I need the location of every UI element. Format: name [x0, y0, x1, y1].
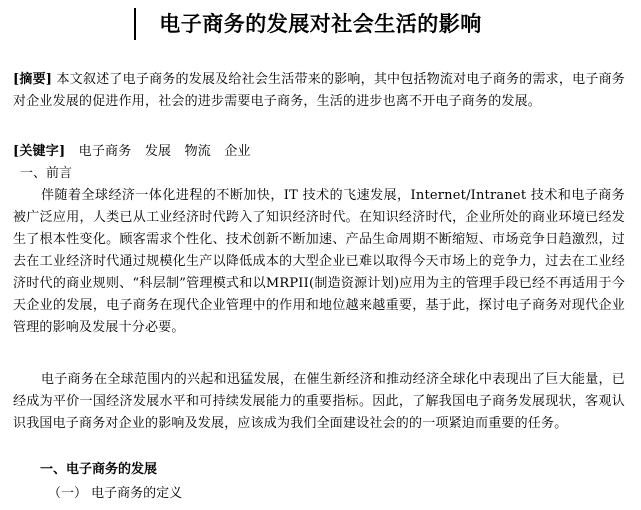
keyword-item: 物流	[184, 144, 211, 159]
keywords-line	[13, 141, 625, 163]
abstract-text: 本文叙述了电子商务的发展及给社会生活带来的影响，其中包括物流对电子商务的需求，电子商务对企业发展的促进作用，社会的进步需要电子商务，生活的进步也离不开电子商务的发展。	[13, 72, 625, 109]
body-paragraph-2: 电子商务在全球范围内的兴起和迅猛发展，在催生新经济和推动经济全球化中表现出了巨大能量，已经成为平价一国经济发展水平和可持续发展能力的重要指标。因此，了解我国电子商务发展现状，客观认识我国电子商务对企业的影响及发展，应该成为我们全面建设社会的的一项紧迫而重要的任务。	[13, 372, 625, 431]
document-title: 电子商务的发展对社会生活的影响	[159, 12, 482, 36]
body-paragraph-1: 伴随着全球经济一体化进程的不断加快，IT 技术的飞速发展，Internet/Intranet 技术和电子商务被广泛应用，人类已从工业经济时代跨入了知识经济时代。在知识经济时代，企业所处的商业环境已经发生了根本性变化。顾客需求个性化、技术创新不断加速、产品生命周期不断缩短、市场竞争日趋激烈，过去在工业经济时代通过规模化生产以降低成本的大型企业已难以取得今天市场上的竞争力，过去在工业经济时代的商业规则、“科层制”管理模式和以MRPII(制造资源计划)应用为主的管理手段已经不再适用于今天企业的发展，电子商务在现代企业管理中的作用和地位越来越重要，基于此，探讨电子商务对现代企业管理的影响及发展十分必要。	[13, 188, 625, 335]
abstract-paragraph	[13, 69, 625, 113]
section-heading-intro: 一、前言	[20, 166, 73, 181]
keyword-item: 发展	[144, 144, 172, 159]
keywords-label: [关键字]	[13, 144, 66, 159]
abstract-label: [摘要]	[13, 72, 53, 87]
keyword-item: 电子商务	[78, 144, 132, 159]
subsection-heading-definition: （一） 电子商务的定义	[48, 486, 183, 501]
section-heading-development: 一、电子商务的发展	[40, 462, 158, 477]
keyword-item: 企业	[224, 144, 251, 159]
